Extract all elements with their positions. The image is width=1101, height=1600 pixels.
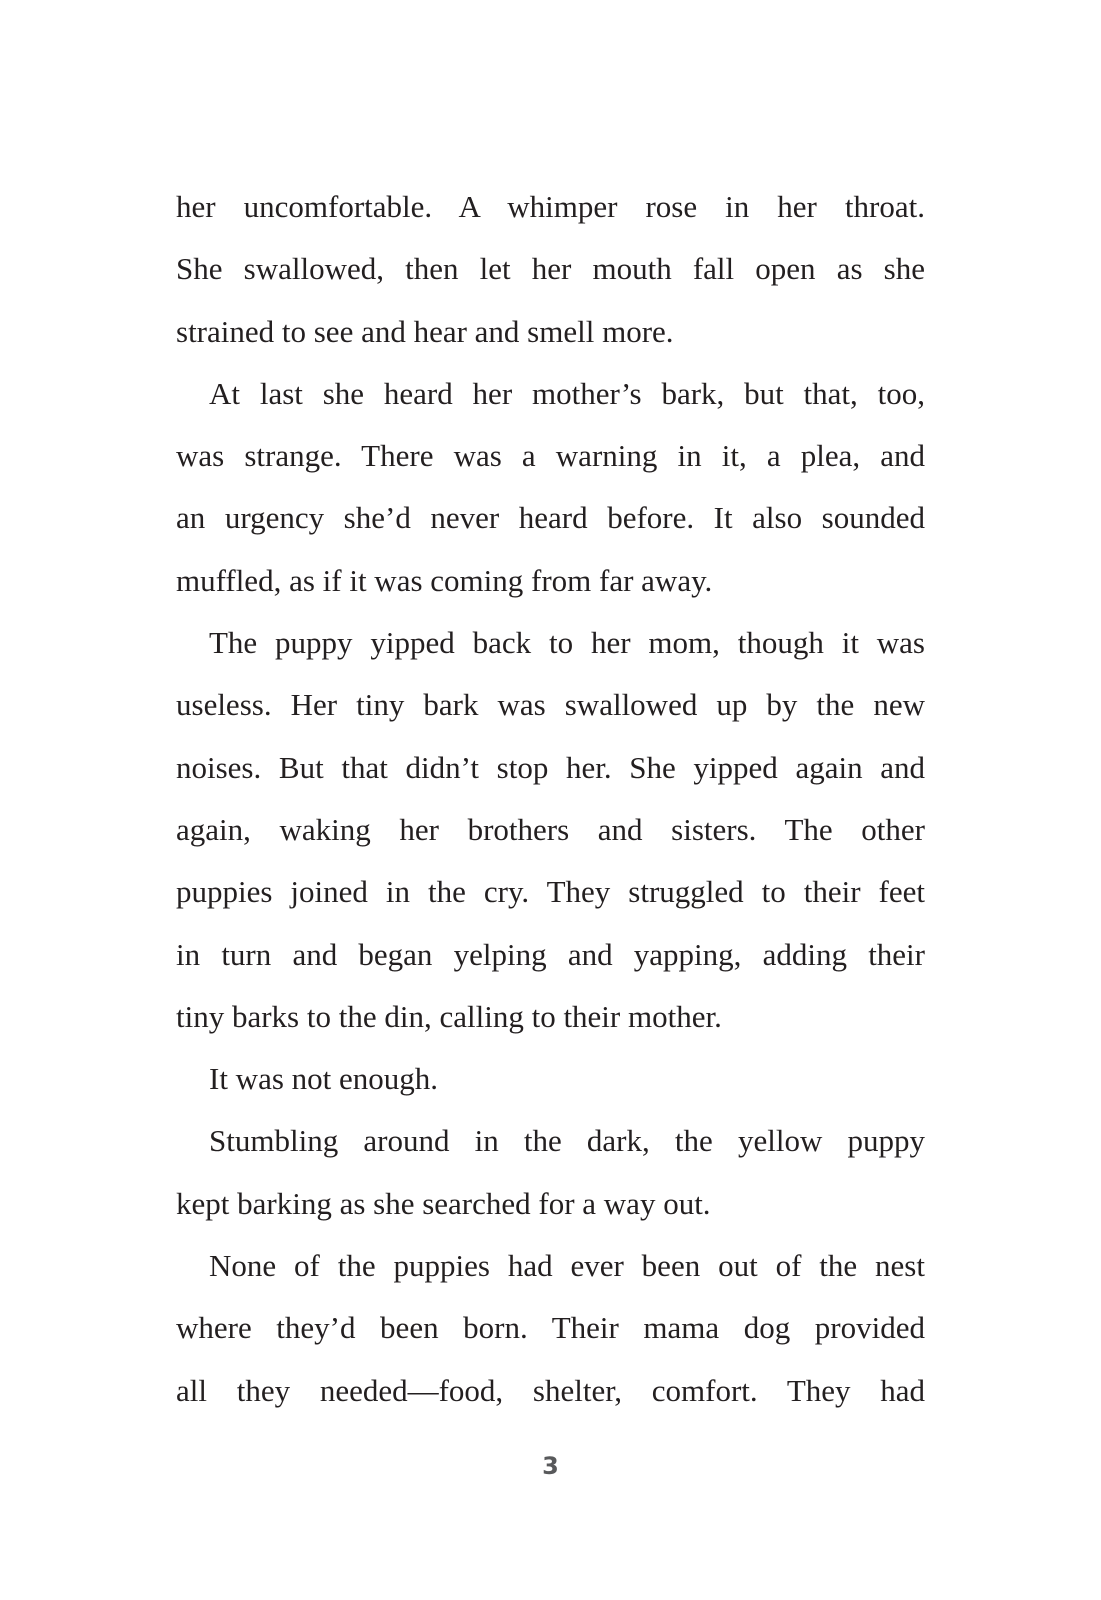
text-line: all they needed—food, shelter, comfort. They had: [176, 1372, 925, 1408]
text-line: again, waking her brothers and sisters. The other: [176, 811, 925, 847]
text-line: The puppy yipped back to her mom, though it was: [209, 625, 925, 661]
text-line: where they’d been born. Their mama dog provided: [176, 1310, 925, 1346]
page-number: 3: [542, 1452, 559, 1480]
text-line: kept barking as she searched for a way out.: [176, 1185, 711, 1221]
text-line: tiny barks to the din, calling to their mother.: [176, 998, 722, 1034]
text-line: puppies joined in the cry. They struggled to their feet: [176, 874, 925, 910]
text-line: useless. Her tiny bark was swallowed up by the new: [176, 687, 925, 723]
text-line: was strange. There was a warning in it, a plea, and: [176, 438, 925, 474]
text-line: muffled, as if it was coming from far away.: [176, 562, 713, 598]
text-line: an urgency she’d never heard before. It also sounded: [176, 500, 925, 536]
text-line: strained to see and hear and smell more.: [176, 313, 674, 349]
text-line: At last she heard her mother’s bark, but that, too,: [209, 375, 925, 411]
text-line: in turn and began yelping and yapping, adding their: [176, 936, 925, 972]
text-line: It was not enough.: [209, 1061, 439, 1097]
text-line: her uncomfortable. A whimper rose in her throat.: [176, 189, 925, 224]
text-line: noises. But that didn’t stop her. She yipped again and: [176, 749, 925, 785]
text-line: None of the puppies had ever been out of the nest: [209, 1248, 925, 1284]
body-text: [176, 176, 925, 1422]
text-line: She swallowed, then let her mouth fall open as she: [176, 251, 925, 287]
text-line: Stumbling around in the dark, the yellow puppy: [209, 1123, 925, 1159]
